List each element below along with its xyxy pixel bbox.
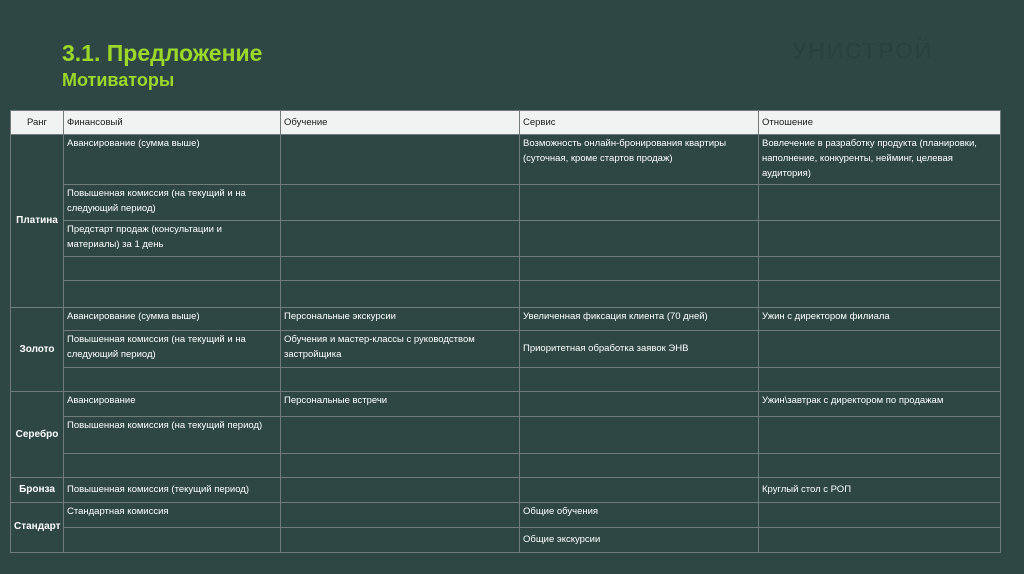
rank-silver: Серебро: [11, 392, 64, 478]
cell-training: Персональные экскурсии: [281, 307, 520, 331]
table-row: [11, 367, 1001, 392]
cell-financial: Стандартная комиссия: [64, 502, 281, 528]
table-row: [11, 331, 1001, 368]
cell-financial: Авансирование: [64, 392, 281, 417]
cell-training: [281, 185, 520, 221]
cell-training: [281, 367, 520, 392]
cell-service: [520, 392, 759, 417]
cell-financial: Повышенная комиссия (текущий период): [64, 478, 281, 503]
cell-service: Общие обучения: [520, 502, 759, 528]
cell-financial: [64, 528, 281, 553]
table-row: [11, 528, 1001, 553]
cell-training: [281, 453, 520, 478]
cell-financial: Предстарт продаж (консультации и материалы) за 1 день: [64, 220, 281, 256]
table-row: [11, 135, 1001, 185]
cell-financial: Повышенная комиссия (на текущий и на следующий период): [64, 331, 281, 368]
cell-financial: [64, 256, 281, 281]
header-rank: Ранг: [11, 111, 64, 135]
cell-relationship: Ужин\завтрак с директором по продажам: [759, 392, 1001, 417]
table-row: [11, 281, 1001, 308]
rank-bronze: Бронза: [11, 478, 64, 503]
cell-service: [520, 185, 759, 221]
header-relationship: Отношение: [759, 111, 1001, 135]
table-header-row: [11, 111, 1001, 135]
cell-relationship: [759, 367, 1001, 392]
table-row: [11, 392, 1001, 417]
cell-relationship: [759, 256, 1001, 281]
cell-service: [520, 220, 759, 256]
cell-relationship: Ужин с директором филиала: [759, 307, 1001, 331]
cell-relationship: [759, 281, 1001, 308]
table-row: [11, 417, 1001, 454]
header-training: Обучение: [281, 111, 520, 135]
table-row: [11, 478, 1001, 503]
cell-training: [281, 478, 520, 503]
header-service: Сервис: [520, 111, 759, 135]
rank-gold: Золото: [11, 307, 64, 392]
cell-training: Обучения и мастер-классы с руководством застройщика: [281, 331, 520, 368]
cell-training: [281, 528, 520, 553]
cell-training: [281, 220, 520, 256]
cell-training: Персональные встречи: [281, 392, 520, 417]
cell-training: [281, 281, 520, 308]
table-row: [11, 307, 1001, 331]
cell-training: [281, 502, 520, 528]
table-row: [11, 185, 1001, 221]
slide-subtitle: Мотиваторы: [62, 70, 175, 90]
cell-service: [520, 417, 759, 454]
cell-service: [520, 256, 759, 281]
cell-relationship: [759, 185, 1001, 221]
cell-relationship: [759, 453, 1001, 478]
cell-service: Приоритетная обработка заявок ЭНВ: [520, 331, 759, 368]
table-row: [11, 453, 1001, 478]
cell-financial: [64, 281, 281, 308]
header-financial: Финансовый: [64, 111, 281, 135]
cell-relationship: [759, 220, 1001, 256]
table-row: [11, 502, 1001, 528]
motivators-table: [10, 110, 1001, 553]
cell-relationship: Вовлечение в разработку продукта (планировки, наполнение, конкуренты, нейминг, целевая аудитория): [759, 135, 1001, 185]
cell-relationship: Круглый стол с РОП: [759, 478, 1001, 503]
cell-service: [520, 367, 759, 392]
cell-service: [520, 453, 759, 478]
slide-title: 3.1. Предложение: [62, 40, 263, 66]
brand-logo: УНИСТРОЙ: [792, 38, 933, 65]
cell-relationship: [759, 417, 1001, 454]
cell-financial: Авансирование (сумма выше): [64, 307, 281, 331]
table-row: [11, 220, 1001, 256]
cell-training: [281, 135, 520, 185]
cell-relationship: [759, 331, 1001, 368]
cell-financial: Повышенная комиссия (на текущий и на следующий период): [64, 185, 281, 221]
cell-relationship: [759, 502, 1001, 528]
cell-financial: [64, 367, 281, 392]
cell-service: Общие экскурсии: [520, 528, 759, 553]
cell-financial: Авансирование (сумма выше): [64, 135, 281, 185]
cell-service: [520, 281, 759, 308]
rank-platinum: Платина: [11, 135, 64, 308]
cell-training: [281, 417, 520, 454]
cell-relationship: [759, 528, 1001, 553]
rank-standard: Стандарт: [11, 502, 64, 552]
cell-training: [281, 256, 520, 281]
cell-financial: Повышенная комиссия (на текущий период): [64, 417, 281, 454]
table-row: [11, 256, 1001, 281]
cell-financial: [64, 453, 281, 478]
cell-service: Возможность онлайн-бронирования квартиры (суточная, кроме стартов продаж): [520, 135, 759, 185]
cell-service: Увеличенная фиксация клиента (70 дней): [520, 307, 759, 331]
cell-service: [520, 478, 759, 503]
